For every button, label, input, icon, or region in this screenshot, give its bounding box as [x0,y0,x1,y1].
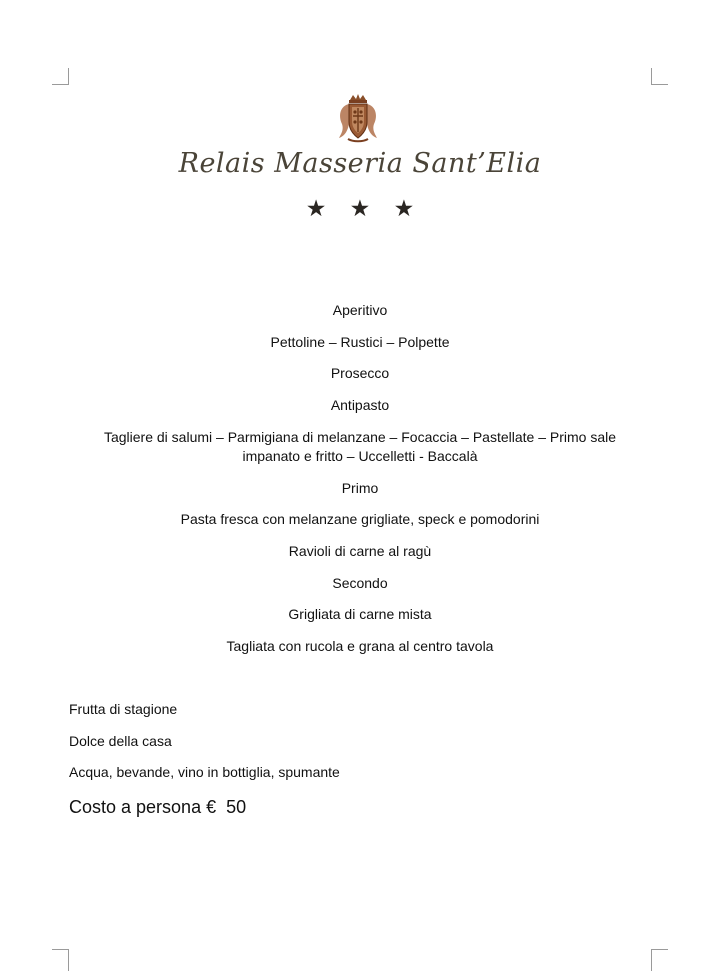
primo-heading: Primo [341,480,379,496]
primo-item-1: Pasta fresca con melanzane grigliate, speck e pomodorini [180,511,540,527]
crop-mark-bottom-left [52,949,69,971]
extra-item-1: Frutta di stagione [69,701,178,717]
aperitivo-drink: Prosecco [330,365,390,381]
antipasto-heading: Antipasto [330,397,390,413]
heraldic-crest-icon [336,94,380,144]
price-per-person: Costo a persona € 50 [69,797,247,817]
crop-mark-top-right [651,68,668,85]
brand-name: Relais Masseria Sant’Elia [178,148,542,179]
aperitivo-items: Pettoline – Rustici – Polpette [270,334,450,350]
antipasto-items-line1: Tagliere di salumi – Parmigiana di melanzane – Focaccia – Pastellate – Primo sale [103,429,617,445]
crop-mark-bottom-right [651,949,668,971]
extra-item-2: Dolce della casa [69,733,172,749]
extra-item-3: Acqua, bevande, vino in bottiglia, spumante [69,764,340,780]
secondo-item-2: Tagliata con rucola e grana al centro tavola [226,638,494,654]
primo-item-2: Ravioli di carne al ragù [288,543,432,559]
aperitivo-heading: Aperitivo [332,302,388,318]
crop-mark-top-left [52,68,69,85]
secondo-heading: Secondo [332,575,388,591]
antipasto-items-line2: impanato e fritto – Uccelletti - Baccalà [242,448,478,464]
secondo-item-1: Grigliata di carne mista [288,606,432,622]
star-rating: ★ ★ ★ [305,196,423,222]
